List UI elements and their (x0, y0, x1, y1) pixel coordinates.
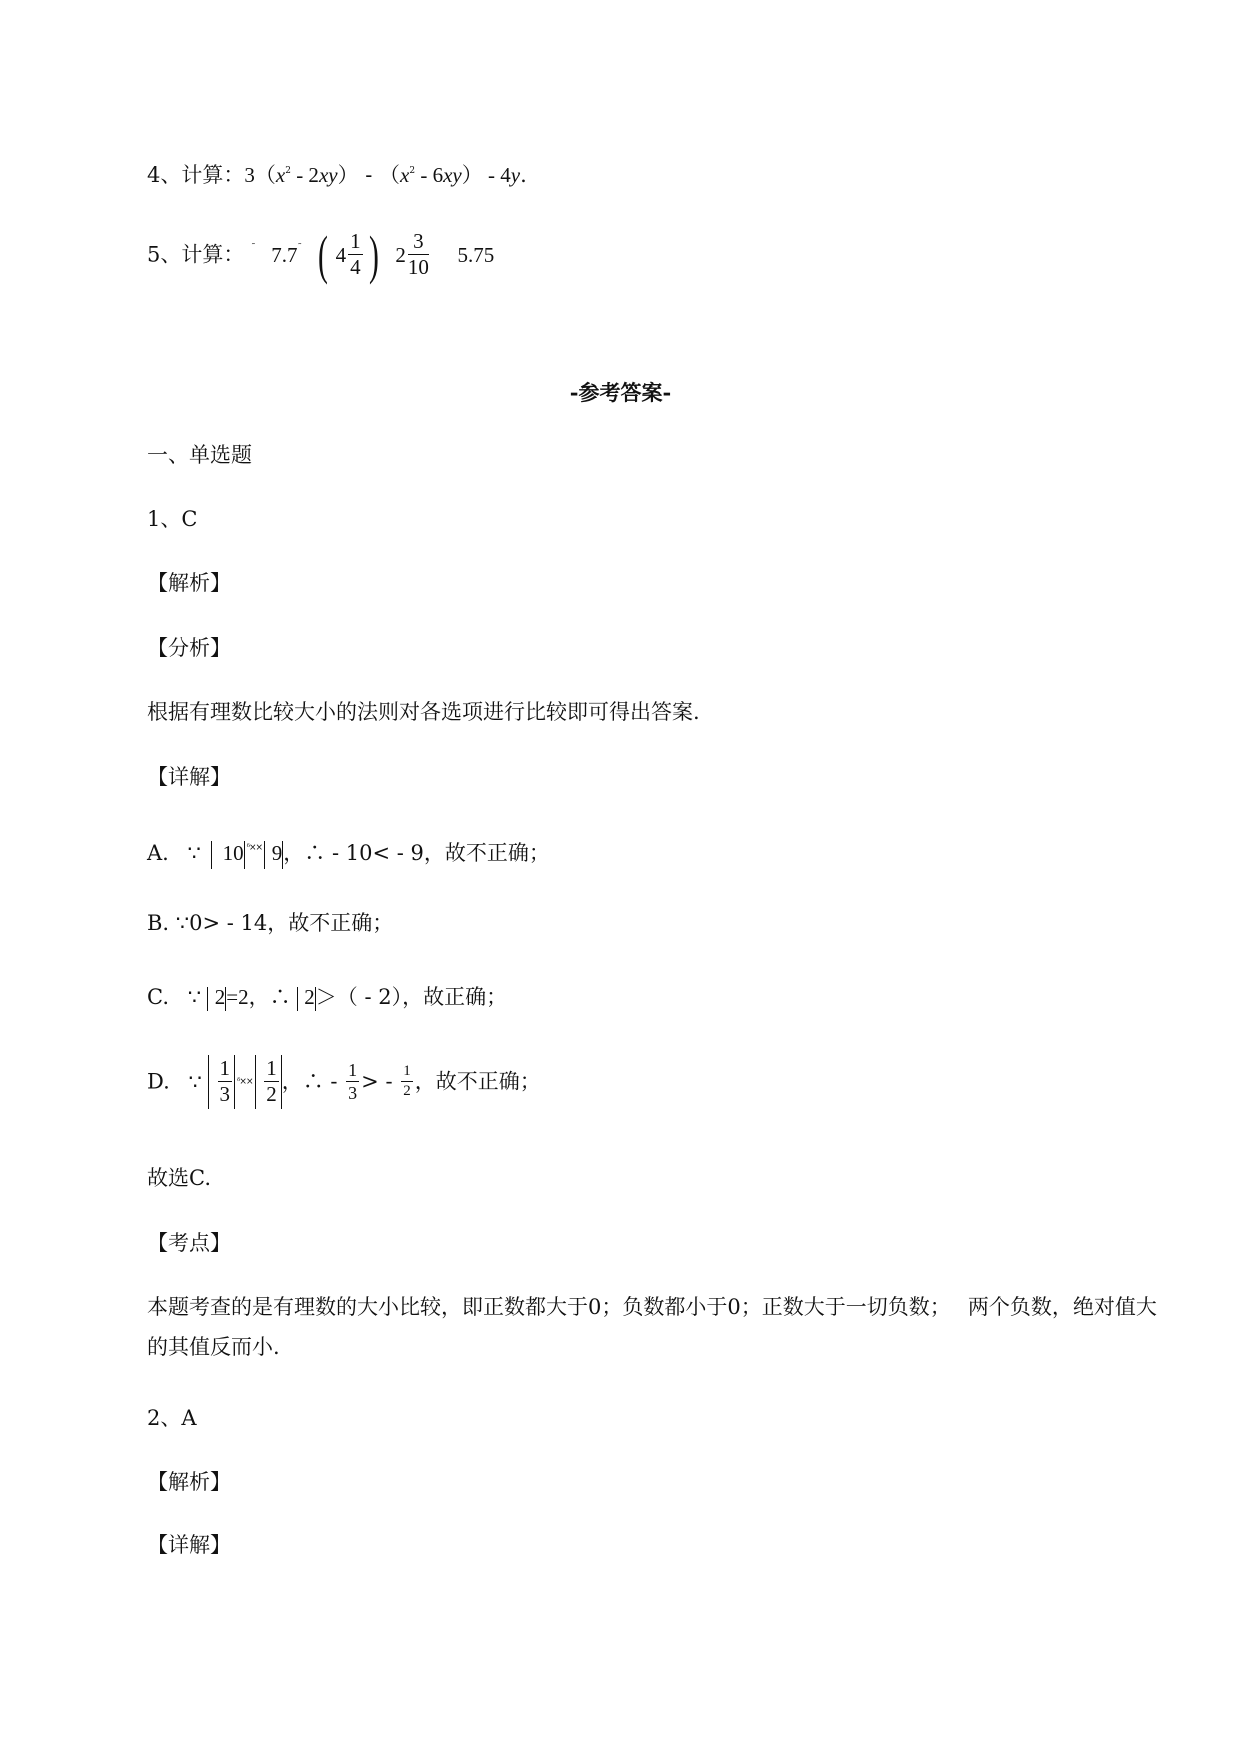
expr-part: ） (337, 163, 359, 187)
fraction-numerator: 1 (348, 1060, 358, 1080)
q1-answer: 1、C (147, 507, 198, 531)
tilde-mark: ˜ (297, 243, 301, 253)
option-a-text: ，∴ - 10< - 9，故不正确； (283, 841, 550, 865)
fraction (264, 1058, 279, 1105)
fraction-numerator: 3 (408, 231, 429, 255)
q2-answer: 2、A (147, 1406, 197, 1430)
option-label: A. (147, 841, 169, 865)
abs-bar (208, 1055, 209, 1109)
fraction-denominator: 2 (403, 1083, 411, 1099)
mixed-whole: 4 (335, 242, 347, 267)
option-d-text: ，∴ - (281, 1069, 338, 1094)
var-x: x (400, 163, 410, 187)
section-single-choice: 一、单选题 (147, 443, 252, 467)
value: 10 (222, 841, 244, 865)
fraction-denominator: 2 (266, 1082, 277, 1106)
abs-bar (211, 841, 212, 869)
q1-conclusion: 故选C. (147, 1166, 211, 1190)
right-paren: ) (368, 224, 379, 285)
q1-option-c (147, 982, 507, 1012)
expr-part: - 2 (290, 163, 319, 187)
var-y: y (510, 163, 521, 187)
expr-part: - （ (358, 163, 401, 187)
abs-bar (264, 841, 265, 869)
fraction-denominator: 3 (219, 1082, 231, 1106)
abs-bar (207, 987, 208, 1011)
q2-xiangjie-heading: 【详解】 (147, 1533, 231, 1557)
option-c-eq: =2，∴ (226, 985, 291, 1009)
compare-symbol: ᵟ×× (246, 843, 263, 853)
value: 9 (271, 841, 283, 865)
because-symbol: ∵ (187, 841, 201, 865)
var-x: x (275, 163, 286, 187)
fraction (218, 1058, 233, 1105)
left-paren: ( (317, 224, 328, 285)
fraction-numerator: 1 (266, 1056, 277, 1080)
fraction-numerator: 1 (401, 1064, 413, 1082)
expr-part: . (520, 163, 527, 187)
problem-4-prefix: 4、计算： (147, 163, 245, 187)
q1-kaodian-text: 本题考查的是有理数的大小比较，即正数都大于0；负数都小于0；正数大于一切负数； 两个负数，绝对值大的其值反而小. (147, 1295, 1157, 1359)
var-xy: xy (318, 163, 338, 187)
abs-bar (244, 841, 245, 869)
fraction (401, 1064, 413, 1099)
fraction (408, 231, 429, 278)
abs-bar (234, 1055, 235, 1109)
value: 2 (304, 985, 315, 1009)
fraction-denominator: 10 (407, 255, 429, 279)
var-xy: xy (443, 163, 462, 187)
fraction-numerator: 1 (350, 229, 361, 253)
problem-4 (147, 156, 527, 190)
fraction-denominator: 4 (350, 255, 361, 279)
option-label: D. (147, 1069, 170, 1094)
q1-option-b: B. ∵0> - 14，故不正确； (147, 911, 394, 935)
exponent: 2 (285, 166, 291, 176)
q1-jiexi-heading: 【解析】 (147, 571, 231, 595)
option-label: C. (147, 985, 169, 1009)
abs-bar (255, 1055, 256, 1109)
problem-5 (147, 218, 494, 285)
expr-part: - 6 (415, 163, 444, 187)
value-7-7: 7.7 (271, 242, 298, 267)
q1-xiangjie-heading: 【详解】 (147, 765, 231, 789)
fraction (346, 1061, 359, 1102)
exponent: 2 (409, 166, 416, 176)
compare-symbol: ᵟ×× (237, 1076, 253, 1087)
problem-5-prefix: 5、计算： (147, 242, 245, 267)
value: 2 (214, 985, 226, 1009)
because-symbol: ∵ (187, 985, 202, 1009)
q1-fenxi-heading: 【分析】 (147, 636, 231, 660)
fraction-denominator: 3 (348, 1083, 358, 1103)
q2-jiexi-heading: 【解析】 (147, 1470, 231, 1494)
mixed-whole: 2 (395, 242, 406, 267)
expr-part: - 4 (482, 163, 511, 187)
tilde-mark: ˜ (251, 243, 255, 253)
answers-title: -参考答案- (569, 380, 672, 405)
expr-part: ） (461, 163, 483, 187)
option-d-text: > - (361, 1069, 393, 1094)
abs-bar (297, 987, 298, 1011)
q1-kaodian-heading: 【考点】 (147, 1231, 231, 1255)
expr-part: 3（ (244, 163, 276, 187)
option-c-text: ＞（ - 2），故正确； (315, 985, 508, 1009)
q1-option-a (147, 833, 550, 869)
value-5-75: 5.75 (457, 242, 495, 267)
option-d-text: ，故不正确； (414, 1069, 541, 1094)
fraction-numerator: 1 (219, 1056, 231, 1080)
q1-option-d (147, 1050, 541, 1112)
because-symbol: ∵ (188, 1069, 202, 1094)
q1-fenxi-text: 根据有理数比较大小的法则对各选项进行比较即可得出答案. (147, 700, 700, 724)
fraction (348, 231, 363, 278)
